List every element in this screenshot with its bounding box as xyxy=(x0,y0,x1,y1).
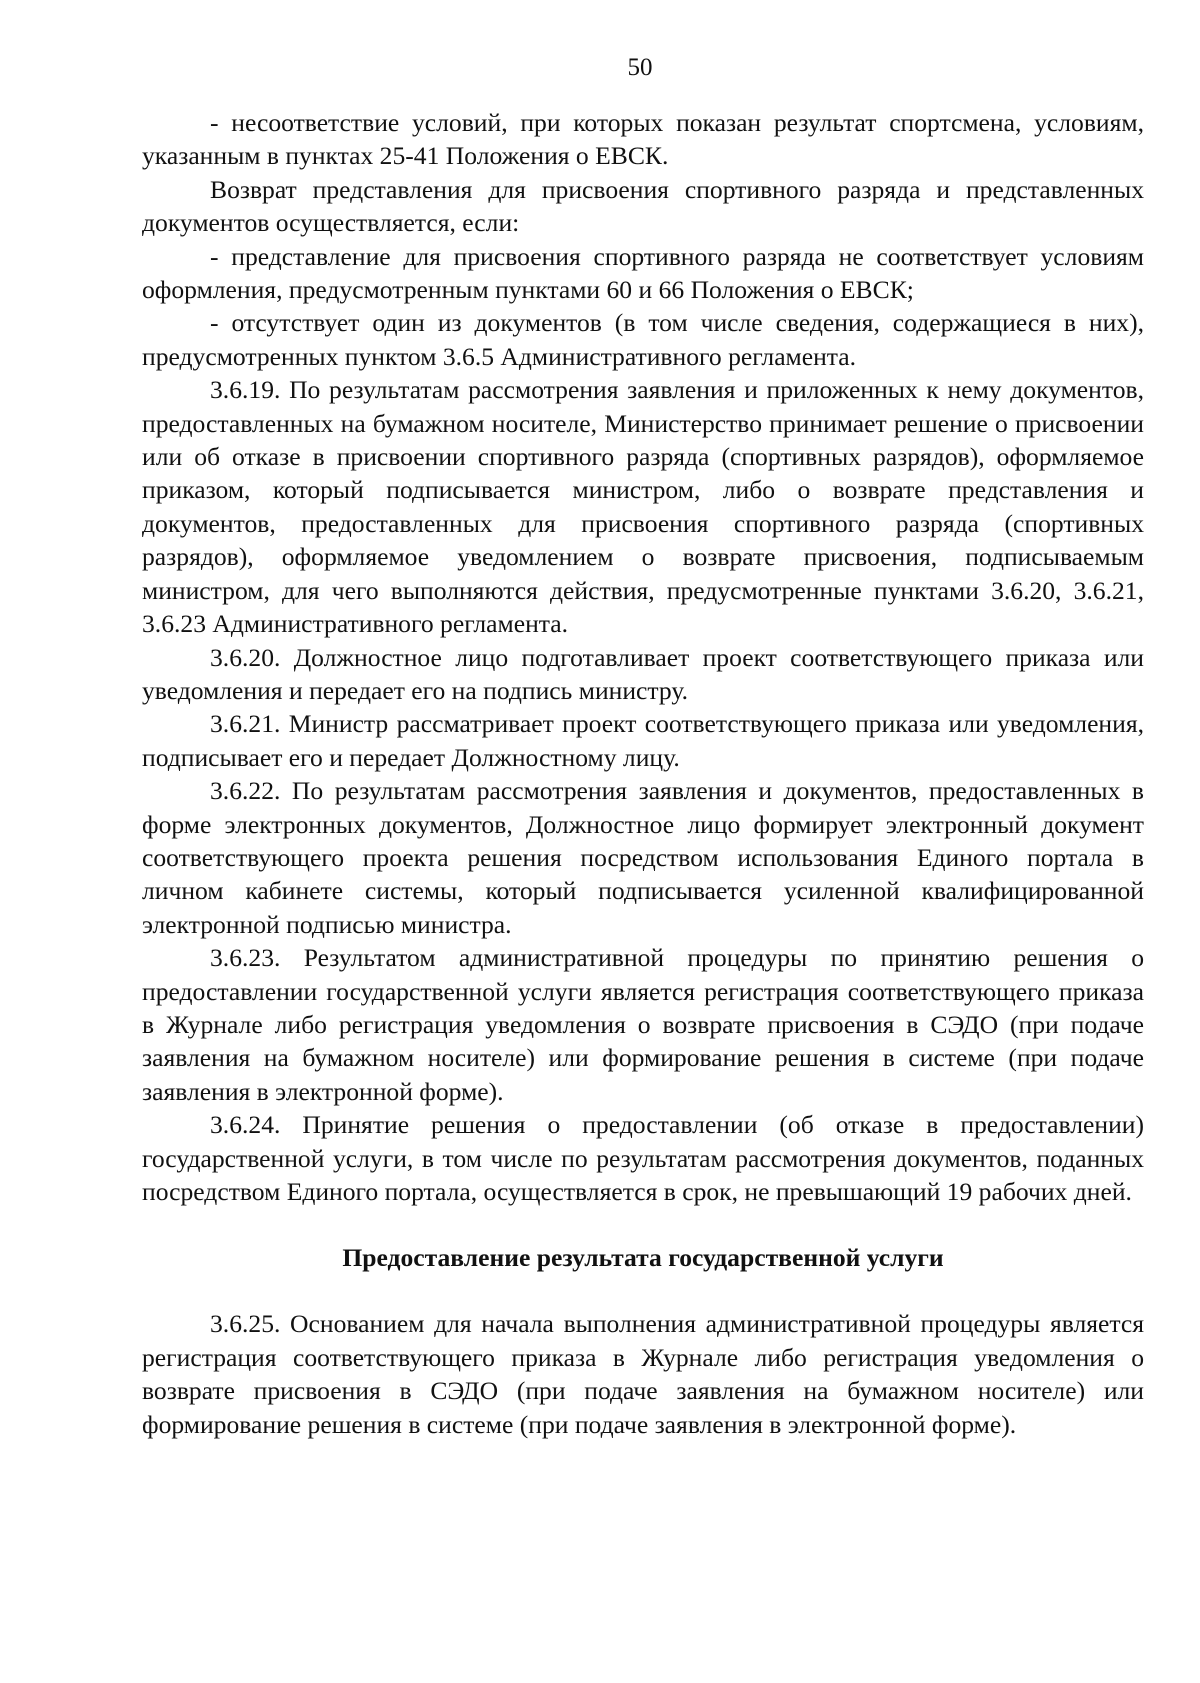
paragraph-return-reason-format: - представление для присвоения спортивного разряда не соответствует условиям оформления, предусмотренным пунктами 60 и 66 Положения о ЕВСК; xyxy=(142,241,1144,305)
paragraph-return-conditions: Возврат представления для присвоения спортивного разряда и представленных документов осуществляется, если: xyxy=(142,174,1144,238)
paragraph-3-6-23: 3.6.23. Результатом административной процедуры по принятию решения о предоставлении государственной услуги является регистрация соответствующего приказа в Журнале либо регистрация уведомления о возврате присвоения в СЭДО (при подаче заявления на бумажном носителе) или формирование решения в системе (при подаче заявления в электронной форме). xyxy=(142,943,1144,1106)
page-number: 50 xyxy=(627,54,653,81)
paragraph-3-6-21: 3.6.21. Министр рассматривает проект соответствующего приказа или уведомления, подписывает его и передает Должностному лицу. xyxy=(142,709,1144,772)
paragraph-return-reason-missing-docs: - отсутствует один из документов (в том числе сведения, содержащиеся в них), предусмотренных пунктом 3.6.5 Административного регламента. xyxy=(142,308,1144,371)
paragraph-3-6-24: 3.6.24. Принятие решения о предоставлении (об отказе в предоставлении) государственной услуги, в том числе по результатам рассмотрения документов, поданных посредством Единого портала, осуществляется в срок, не превышающий 19 рабочих дней. xyxy=(142,1110,1144,1206)
document-body xyxy=(142,106,1144,1441)
paragraph-3-6-25: 3.6.25. Основанием для начала выполнения административной процедуры является регистрация соответствующего приказа в Журнале либо регистрация уведомления о возврате присвоения в СЭДО (при подаче заявления на бумажном носителе) или формирование решения в системе (при подаче заявления в электронной форме). xyxy=(142,1309,1144,1439)
paragraph-condition-mismatch: - несоответствие условий, при которых показан результат спортсмена, условиям, указанным в пунктах 25-41 Положения о ЕВСК. xyxy=(142,108,1144,171)
section-heading: Предоставление результата государственной услуги xyxy=(342,1243,944,1273)
paragraph-3-6-20: 3.6.20. Должностное лицо подготавливает проект соответствующего приказа или уведомления и передает его на подпись министру. xyxy=(142,642,1144,705)
paragraph-3-6-22: 3.6.22. По результатам рассмотрения заявления и документов, предоставленных в форме электронных документов, Должностное лицо формирует электронный документ соответствующего проекта решения посредством использования Единого портала в личном кабинете системы, который подписывается усиленной квалифицированной электронной подписью министра. xyxy=(142,776,1144,939)
paragraph-3-6-19: 3.6.19. По результатам рассмотрения заявления и приложенных к нему документов, предоставленных на бумажном носителе, Министерство принимает решение о присвоении или об отказе в присвоении спортивного разряда (спортивных разрядов), оформляемое приказом, который подписывается министром, либо о возврате представления и документов, предоставленных для присвоения спортивного разряда (спортивных разрядов), оформляемое уведомлением о возврате присвоения, подписываемым министром, для чего выполняются действия, предусмотренные пунктами 3.6.20, 3.6.21, 3.6.23 Административного регламента. xyxy=(142,375,1144,639)
